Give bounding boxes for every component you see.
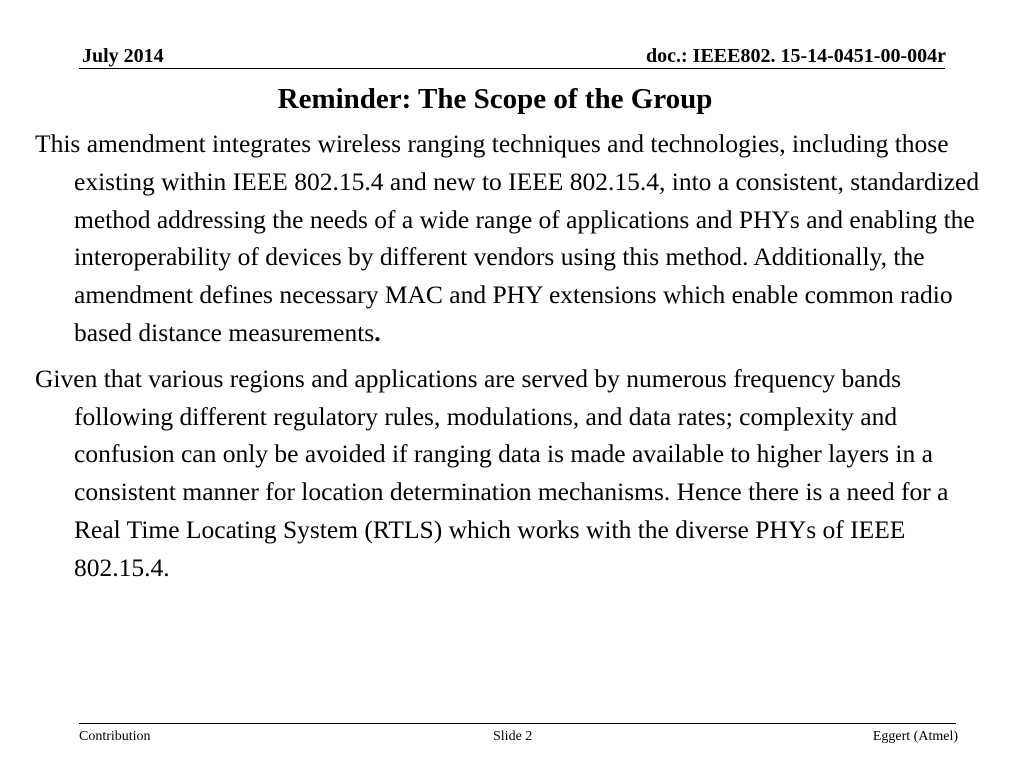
footer-slide-number: Slide 2 (493, 729, 533, 744)
footer-contribution: Contribution (79, 729, 151, 744)
body-paragraph-1-text: This amendment integrates wireless ranging techniques and technologies, including those existing within IEEE 802.15.4 and new to IEEE 802.15.4, into a consistent, standardized method addressing the needs of a wide range of applications and PHYs and enabling the interoperability of devices by different vendors using this method. Additionally, the amendment defines necessary MAC and PHY extensions which enable common radio based distance measurements (35, 129, 980, 347)
body-paragraph-1 (35, 125, 995, 352)
slide-title: Reminder: The Scope of the Group (277, 83, 713, 115)
body-paragraph-1-end: . (374, 317, 381, 347)
slide-body (35, 125, 995, 595)
body-paragraph-2 (35, 360, 995, 587)
body-paragraph-2-text: Given that various regions and applications are served by numerous frequency bands following different regulatory rules, modulations, and data rates; complexity and confusion can only be avoided if ranging data is made available to higher layers in a consistent manner for location determination mechanisms. Hence there is a need for a Real Time Locating System (RTLS) which works with the diverse PHYs of IEEE 802.15.4. (35, 363, 949, 582)
header-date: July 2014 (82, 45, 164, 67)
footer-author: Eggert (Atmel) (872, 729, 958, 744)
header-divider (79, 68, 945, 69)
header-doc-id: doc.: IEEE802. 15-14-0451-00-004r (646, 45, 946, 67)
footer-divider (79, 723, 956, 724)
